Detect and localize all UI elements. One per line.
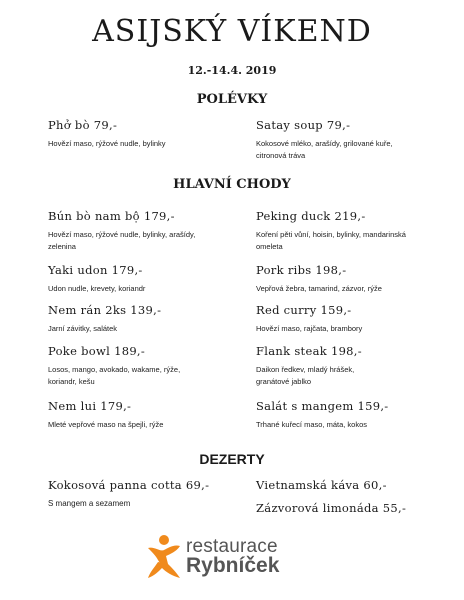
- menu-item-bun-bo-nam-bo: [48, 209, 248, 253]
- menu-item-name: Nem rán 2ks 139,-: [48, 303, 162, 317]
- menu-item-desc: Vepřová žebra, tamarind, zázvor, rýže: [256, 284, 382, 293]
- menu-item-pho-bo: [48, 118, 248, 150]
- section-desserts: DEZERTY: [199, 451, 265, 467]
- section-mains: HLAVNÍ CHODY: [173, 177, 291, 192]
- menu-item-salat-s-mangem: [256, 399, 456, 431]
- menu-item-desc: Trhané kuřecí maso, máta, kokos: [256, 420, 368, 429]
- menu-item-desc: Jarní závitky, salátek: [48, 324, 118, 333]
- menu-item-desc: Udon nudle, krevety, koriandr: [48, 284, 146, 293]
- menu-item-name: Zázvorová limonáda 55,-: [256, 501, 407, 515]
- menu-item-name: Poke bowl 189,-: [48, 344, 146, 358]
- menu-item-desc: S mangem a sezamem: [48, 499, 131, 508]
- menu-item-poke-bowl: [48, 344, 248, 388]
- menu-item-name: Flank steak 198,-: [256, 344, 362, 358]
- section-soups: POLÉVKY: [196, 92, 268, 107]
- menu-item-name: Salát s mangem 159,-: [256, 399, 389, 413]
- menu-item-satay-soup: [256, 118, 456, 162]
- logo-text-restaurace: restaurace: [186, 536, 278, 557]
- menu-item-peking-duck: [256, 209, 456, 253]
- menu-item-desc: Koření pěti vůní, hoisin, bylinky, mandarinská omeleta: [256, 230, 406, 251]
- menu-item-desc: Mleté vepřové maso na špejli, rýže: [48, 420, 164, 429]
- menu-item-name: Yaki udon 179,-: [48, 263, 143, 277]
- menu-item-desc: Kokosové mléko, arašídy, grilované kuře, citronová tráva: [256, 139, 393, 160]
- menu-item-name: Nem lui 179,-: [48, 399, 132, 413]
- menu-item-desc: Daikon ředkev, mladý hrášek, granátové jablko: [256, 365, 355, 386]
- menu-item-name: Red curry 159,-: [256, 303, 352, 317]
- menu-item-nem-lui: [48, 399, 248, 431]
- menu-item-name: Vietnamská káva 60,-: [256, 478, 387, 492]
- menu-item-name: Bún bò nam bộ 179,-: [48, 209, 175, 223]
- menu-item-name: Kokosová panna cotta 69,-: [48, 478, 210, 492]
- logo-text-rybnicek: Rybníček: [186, 554, 280, 577]
- restaurant-logo: [146, 534, 326, 584]
- menu-item-name: Satay soup 79,-: [256, 118, 351, 132]
- menu-item-desc: Losos, mango, avokado, wakame, rýže, koriandr, kešu: [48, 365, 181, 386]
- menu-item-name: Peking duck 219,-: [256, 209, 366, 223]
- menu-item-desc: Hovězí maso, rýžové nudle, bylinky, arašídy, zelenina: [48, 230, 196, 251]
- menu-item-name: Phở bò 79,-: [48, 118, 118, 132]
- menu-item-desc: Hovězí maso, rajčata, brambory: [256, 324, 363, 333]
- menu-title: ASIJSKÝ VÍKEND: [92, 14, 372, 49]
- menu-item-red-curry: [256, 303, 456, 335]
- menu-item-nem-ran: [48, 303, 248, 335]
- menu-item-yaki-udon: [48, 263, 248, 295]
- menu-item-pork-ribs: [256, 263, 456, 295]
- menu-date: 12.-14.4. 2019: [187, 64, 277, 77]
- person-figure-logo-icon: [146, 534, 182, 580]
- menu-item-desc: Hovězí maso, rýžové nudle, bylinky: [48, 139, 166, 148]
- menu-item-flank-steak: [256, 344, 456, 388]
- menu-item-kokosova-panna-cotta: [48, 478, 248, 510]
- menu-item-zazvorova-limonada: [256, 501, 456, 515]
- menu-item-vietnamska-kava: [256, 478, 456, 492]
- menu-item-name: Pork ribs 198,-: [256, 263, 347, 277]
